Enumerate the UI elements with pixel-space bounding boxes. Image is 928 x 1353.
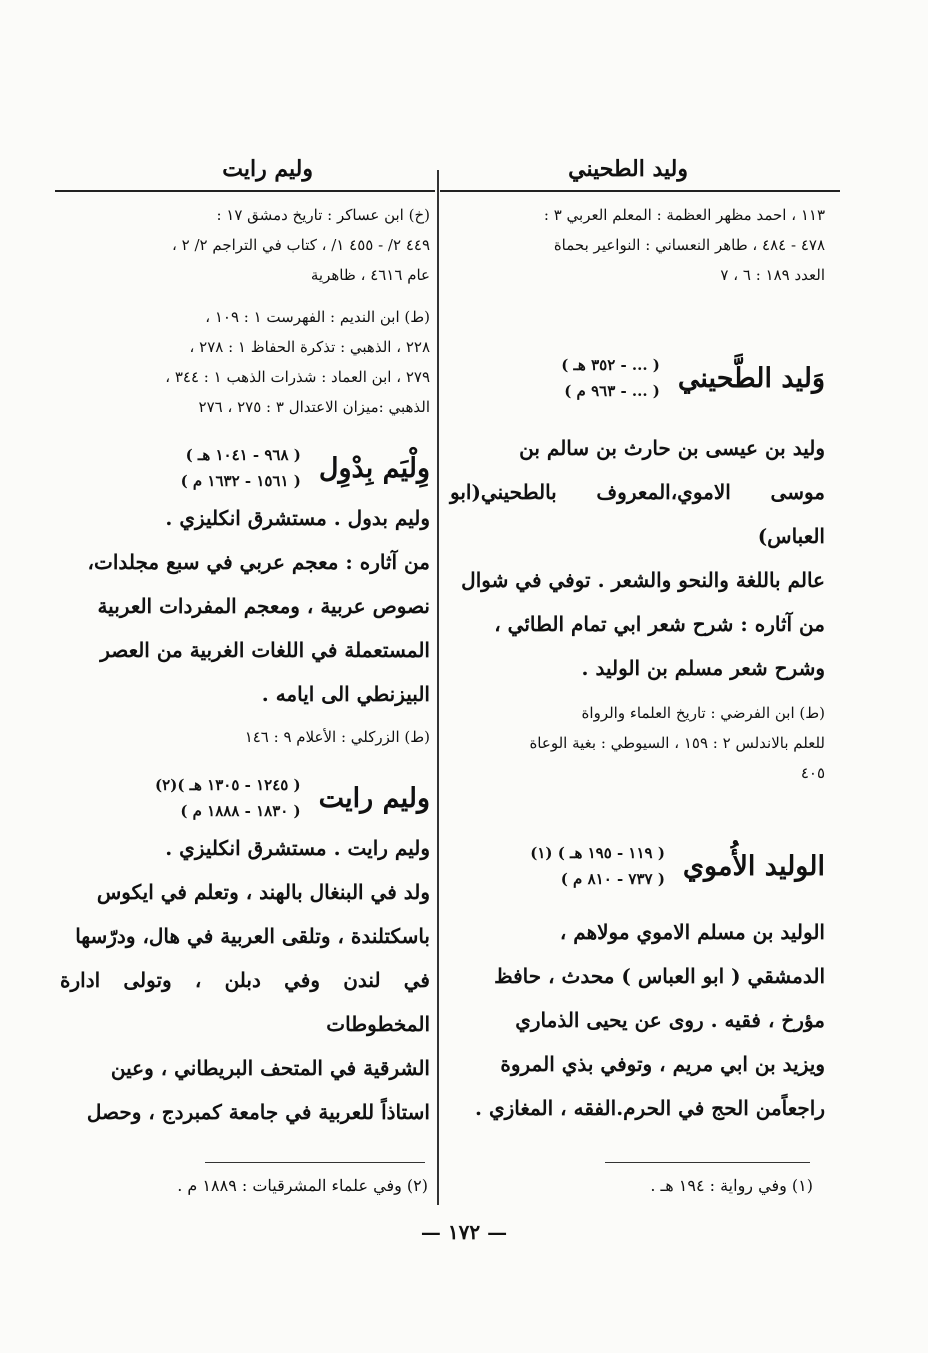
entry-heading bbox=[450, 840, 825, 892]
dates-gregorian: ( ٧٣٧ - ٨١٠ م ) bbox=[560, 870, 665, 888]
dates-hijri: ( ٩٦٨ - ١٠٤١ هـ ) bbox=[185, 446, 301, 464]
body-line: استاذاً للعربية في جامعة كمبردج ، وحصل bbox=[86, 1100, 430, 1124]
ref-line: ٤٤٩ ٢/ - ٤٥٥ ١/ ، كتاب في التراجم ٢/ ٢ ، bbox=[172, 236, 430, 254]
entry-dates bbox=[530, 840, 665, 892]
ref-line: العدد ١٨٩ : ٦ ، ٧ bbox=[720, 266, 825, 284]
entry-name: وِلْيَم بِدْوِل bbox=[318, 452, 430, 484]
body-line: في لندن وفي دبلن ، وتولى ادارة المخطوطات bbox=[60, 968, 430, 1036]
dates-gregorian: ( ... - ٩٦٣ م ) bbox=[564, 382, 660, 400]
body-line: ويزيد بن ابي مريم ، وتوفي بذي المروة bbox=[500, 1052, 825, 1076]
ref-line: ٤٧٨ - ٤٨٤ ، طاهر النعساني : النواعير بحماة bbox=[553, 236, 825, 254]
header-rule bbox=[440, 190, 840, 192]
entry-heading bbox=[60, 772, 430, 824]
running-head-right: وليد الطحيني bbox=[568, 156, 688, 182]
ref-line: عام ٤٦١٦ ، ظاهرية bbox=[310, 266, 430, 284]
body-line: من آثاره : شرح شعر ابي تمام الطائي ، bbox=[494, 612, 825, 636]
body-line: مؤرخ ، فقيه . روى عن يحيى الذماري bbox=[515, 1008, 825, 1032]
entry-name: الوليد الأُموي bbox=[682, 850, 825, 882]
footnote-left: (٢) وفي علماء المشرقيات : ١٨٨٩ م . bbox=[177, 1176, 428, 1195]
dates-gregorian: ( ١٥٦١ - ١٦٣٢ م ) bbox=[180, 472, 301, 490]
entry-dates bbox=[561, 352, 660, 404]
ref-line: (خ) ابن عساكر : تاريخ دمشق ١٧ : bbox=[216, 206, 430, 224]
body-line: الشرقية في المتحف البريطاني ، وعين bbox=[110, 1056, 430, 1080]
ref-line: الذهبي :ميزان الاعتدال ٣ : ٢٧٥ ، ٢٧٦ bbox=[198, 398, 430, 416]
running-head-left: وليم رايت bbox=[222, 156, 313, 182]
ref-line: (ط) ابن الفرضي : تاريخ العلماء والرواة bbox=[581, 704, 825, 722]
ref-line: ٢٢٨ ، الذهبي : تذكرة الحفاظ ١ : ٢٧٨ ، bbox=[189, 338, 430, 356]
ref-line: ٢٧٩ ، ابن العماد : شذرات الذهب ١ : ٣٤٤ ، bbox=[165, 368, 430, 386]
footnote-rule bbox=[605, 1162, 810, 1163]
body-line: عالم باللغة والنحو والشعر . توفي في شوال bbox=[461, 568, 825, 592]
body-line: وليم رايت . مستشرق انكليزي . bbox=[165, 836, 430, 860]
entry-heading bbox=[60, 442, 430, 494]
footnote-right: (١) وفي رواية : ١٩٤ هـ . bbox=[650, 1176, 813, 1195]
body-line: من آثاره : معجم عربي في سبع مجلدات، bbox=[87, 550, 430, 574]
right-column bbox=[450, 200, 825, 1130]
body-line: ولد في البنغال بالهند ، وتعلم في ايكوس bbox=[96, 880, 430, 904]
body-line: موسى الاموي،المعروف بالطحيني(ابو العباس) bbox=[450, 480, 825, 548]
entry-name: وليم رايت bbox=[318, 782, 430, 814]
header-rule bbox=[55, 190, 435, 192]
body-line: الوليد بن مسلم الاموي مولاهم ، bbox=[559, 920, 825, 944]
ref-line: (ط) الزركلي : الأعلام ٩ : ١٤٦ bbox=[244, 728, 430, 746]
entry-dates bbox=[181, 442, 301, 494]
page-number: — ١٧٢ — bbox=[420, 1220, 508, 1244]
body-line: باسكتلندة ، وتلقى العربية في هال، ودرّسها bbox=[75, 924, 430, 948]
body-line: وليم بدول . مستشرق انكليزي . bbox=[165, 506, 430, 530]
entry-name: وَليد الطَّحيني bbox=[677, 362, 825, 394]
body-line: وشرح شعر مسلم بن الوليد . bbox=[581, 656, 825, 680]
column-divider bbox=[437, 170, 439, 1205]
body-line: الدمشقي ( ابو العباس ) محدث ، حافظ bbox=[494, 964, 825, 988]
dates-hijri: ( ... - ٣٥٢ هـ ) bbox=[561, 356, 660, 374]
ref-line: (ط) ابن النديم : الفهرست ١ : ١٠٩ ، bbox=[205, 308, 430, 326]
ref-line: للعلم بالاندلس ٢ : ١٥٩ ، السيوطي : بغية الوعاة bbox=[529, 734, 825, 752]
entry-dates bbox=[155, 772, 301, 824]
body-line: المستعملة في اللغات الغربية من العصر bbox=[100, 638, 430, 662]
dates-hijri: ( ١١٩ - ١٩٥ هـ ) (١) bbox=[530, 844, 665, 862]
ref-line: ٤٠٥ bbox=[800, 764, 825, 782]
left-column bbox=[60, 200, 430, 1134]
footnote-rule bbox=[205, 1162, 425, 1163]
entry-heading bbox=[450, 352, 825, 404]
body-line: نصوص عربية ، ومعجم المفردات العربية bbox=[97, 594, 430, 618]
body-line: وليد بن عيسى بن حارث بن سالم بن bbox=[519, 436, 825, 460]
dates-hijri: ( ١٢٤٥ - ١٣٠٥ هـ )(٢) bbox=[155, 776, 301, 794]
body-line: البيزنطي الى ايامه . bbox=[261, 682, 430, 706]
dates-gregorian: ( ١٨٣٠ - ١٨٨٨ م ) bbox=[180, 802, 301, 820]
ref-line: ١١٣ ، احمد مظهر العظمة : المعلم العربي ٣ : bbox=[543, 206, 825, 224]
body-line: راجعاًمن الحج في الحرم.الفقه ، المغازي . bbox=[475, 1096, 825, 1120]
